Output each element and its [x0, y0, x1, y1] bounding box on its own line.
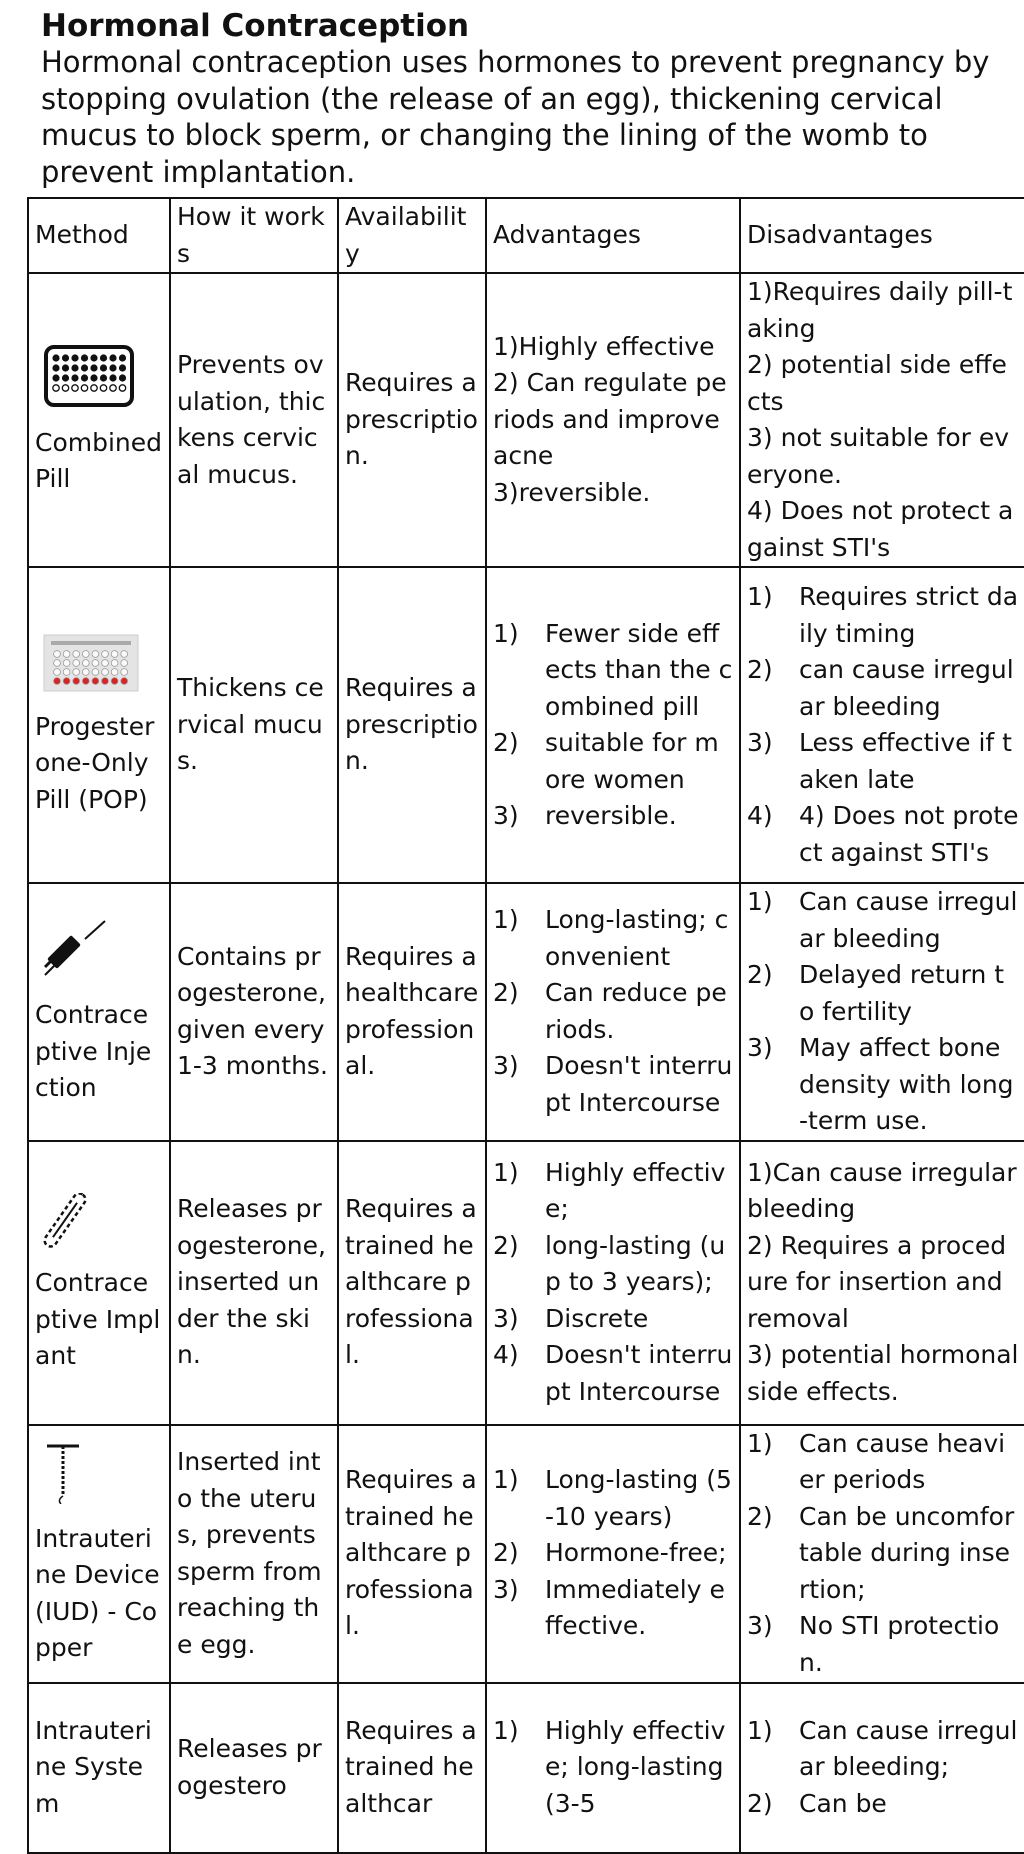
method-cell [28, 1141, 170, 1425]
list-text: No STI protection. [799, 1611, 1000, 1677]
advantages-cell [486, 883, 740, 1141]
list-number: 1) [493, 1157, 519, 1187]
list-item [747, 725, 1019, 798]
list-item [747, 884, 1019, 957]
list-text: Can reduce periods. [545, 978, 727, 1044]
list-number: 2) [493, 1538, 519, 1568]
header-advantages: Advantages [486, 198, 740, 273]
list-number: 1) [747, 887, 773, 916]
disadvantages-cell [740, 883, 1024, 1141]
pill-pack-icon [43, 344, 163, 419]
list-item [493, 1572, 733, 1645]
list-item [747, 1786, 1019, 1823]
list-item [747, 957, 1019, 1030]
list-text: Less effective if taken late [799, 728, 1012, 794]
numbered-list [493, 902, 733, 1121]
list-number: 4) [493, 1340, 519, 1370]
list-text: long-lasting (up to 3 years); [545, 1230, 726, 1297]
list-text: Hormone-free; [545, 1538, 727, 1568]
list-line: 4) Does not protect against STI's [747, 496, 1014, 562]
table-row [28, 883, 1024, 1141]
list-number: 3) [747, 728, 773, 757]
list-item [747, 1030, 1019, 1140]
method-name: Combined Pill [35, 427, 163, 494]
list-item [493, 616, 733, 726]
how-it-works-cell: Releases progesterone, inserted under the skin. [170, 1141, 338, 1425]
list-number: 1) [747, 1715, 773, 1745]
intro-paragraph: Hormonal contraception uses hormones to prevent pregnancy by stopping ovulation (the release of an egg), thickening cervical mucus to block sperm, or changing the lining of the womb to prevent implantation. [41, 45, 990, 189]
method-name: Contraceptive Implant [35, 1268, 161, 1370]
table-row [28, 273, 1024, 567]
list-item [747, 652, 1019, 725]
header-method: Method [28, 198, 170, 273]
how-it-works-cell: Prevents ovulation, thickens cervical mucus. [170, 273, 338, 567]
table-row [28, 1141, 1024, 1425]
list-line: 3) potential hormonal side effects. [747, 1340, 1019, 1406]
list-text: May affect bone density with long-term use. [799, 1033, 1014, 1135]
list-number: 1) [747, 1428, 773, 1458]
method-cell [28, 567, 170, 883]
list-item [493, 725, 733, 798]
list-number: 1) [493, 1715, 519, 1745]
list-text: Long-lasting; convenient [545, 905, 729, 971]
availability-cell: Requires a trained healthcare professional. [338, 1425, 486, 1683]
availability-cell: Requires a healthcare professional. [338, 883, 486, 1141]
list-line: 1)Requires daily pill-taking [747, 277, 1013, 343]
list-text: Fewer side effects than the combined pill [545, 618, 733, 721]
list-number: 2) [493, 1230, 519, 1260]
how-it-works-cell: Contains progesterone, given every 1-3 months. [170, 883, 338, 1141]
availability-cell: Requires a prescription. [338, 273, 486, 567]
list-number: 2) [747, 1788, 773, 1818]
list-item [493, 1301, 733, 1338]
list-number: 3) [493, 1051, 519, 1081]
numbered-list [493, 1713, 733, 1823]
list-number: 1) [493, 1465, 519, 1495]
contraception-table [27, 197, 1024, 1854]
implant-rod-icon [43, 1193, 163, 1260]
list-line: 1)Highly effective [493, 331, 715, 361]
list-number: 3) [493, 1574, 519, 1604]
list-item [493, 1228, 733, 1301]
list-text: Can cause irregular bleeding; [799, 1715, 1018, 1782]
list-item [493, 798, 733, 835]
numbered-list [493, 1155, 733, 1411]
list-text: reversible. [545, 801, 677, 830]
list-line: 3) not suitable for everyone. [747, 423, 1010, 489]
how-it-works-cell: Releases progestero [170, 1683, 338, 1853]
page-title: Hormonal Contraception [41, 8, 470, 44]
method-name: Intrauterine System [35, 1715, 152, 1818]
list-item [493, 902, 733, 975]
list-line: 2) potential side effects [747, 350, 1007, 416]
header-how-it-works: How it works [170, 198, 338, 273]
pill-blister-icon [43, 634, 163, 703]
table-row [28, 1683, 1024, 1853]
list-item [493, 1535, 733, 1572]
list-text: Can be uncomfortable during insertion; [799, 1501, 1015, 1604]
table-header-row [28, 198, 1024, 273]
list-number: 3) [747, 1033, 773, 1062]
method-cell [28, 1425, 170, 1683]
method-cell [28, 883, 170, 1141]
method-cell [28, 273, 170, 567]
list-item [493, 1462, 733, 1535]
list-item [747, 579, 1019, 652]
list-text: Highly effective; long-lasting (3-5 [545, 1715, 726, 1818]
list-number: 3) [747, 1611, 773, 1641]
how-it-works-cell: Inserted into the uterus, prevents sperm from reaching the egg. [170, 1425, 338, 1683]
list-number: 2) [493, 978, 519, 1008]
list-item [493, 975, 733, 1048]
advantages-cell [486, 1683, 740, 1853]
syringe-icon [43, 919, 163, 992]
list-number: 3) [493, 801, 519, 830]
how-it-works-cell: Thickens cervical mucus. [170, 567, 338, 883]
method-cell [28, 1683, 170, 1853]
disadvantages-cell [740, 567, 1024, 883]
list-item [747, 798, 1019, 871]
list-item [493, 1713, 733, 1823]
numbered-list [747, 1426, 1019, 1682]
availability-cell: Requires a trained healthcare professional. [338, 1141, 486, 1425]
list-text: 4) Does not protect against STI's [799, 801, 1019, 867]
header-disadvantages: Disadvantages [740, 198, 1024, 273]
list-number: 2) [493, 728, 519, 757]
availability-cell: Requires a trained healthcar [338, 1683, 486, 1853]
list-number: 1) [493, 618, 519, 648]
list-line: 2) Requires a procedure for insertion and removal [747, 1230, 1007, 1333]
numbered-list [493, 1462, 733, 1645]
list-text: can cause irregular bleeding [799, 655, 1014, 721]
numbered-list [747, 884, 1019, 1140]
list-item [493, 1337, 733, 1410]
list-text: Highly effective; [545, 1157, 726, 1224]
numbered-list [747, 579, 1019, 871]
list-text: Can cause heavier periods [799, 1428, 1006, 1495]
list-number: 3) [493, 1303, 519, 1333]
list-item [493, 1155, 733, 1228]
list-item [747, 1713, 1019, 1786]
list-number: 2) [747, 655, 773, 684]
list-text: suitable for more women [545, 728, 719, 794]
list-line: 1)Can cause irregular bleeding [747, 1157, 1017, 1224]
list-item [747, 1499, 1019, 1609]
disadvantages-cell [740, 1425, 1024, 1683]
list-item [493, 1048, 733, 1121]
numbered-list [747, 1713, 1019, 1823]
list-text: Immediately effective. [545, 1574, 725, 1641]
advantages-cell [486, 1141, 740, 1425]
list-line: 3)reversible. [493, 477, 651, 507]
list-text: Can be [799, 1788, 887, 1818]
list-number: 1) [493, 905, 519, 935]
list-line: 2) Can regulate periods and improve acne [493, 368, 727, 471]
iud-icon [43, 1442, 163, 1515]
list-number: 2) [747, 960, 773, 989]
list-number: 1) [747, 582, 773, 611]
table-row [28, 1425, 1024, 1683]
table-row [28, 567, 1024, 883]
method-name: Intrauterine Device (IUD) - Copper [35, 1523, 160, 1663]
list-text: Discrete [545, 1303, 649, 1333]
disadvantages-cell [740, 1141, 1024, 1425]
list-text: Requires strict daily timing [799, 582, 1019, 648]
method-name: Contraceptive Injection [35, 1000, 152, 1103]
advantages-cell [486, 273, 740, 567]
list-number: 4) [747, 801, 773, 830]
disadvantages-cell [740, 273, 1024, 567]
list-item [747, 1426, 1019, 1499]
list-item [747, 1608, 1019, 1681]
method-name: Progesterone-Only Pill (POP) [35, 711, 155, 814]
list-text: Long-lasting (5-10 years) [545, 1465, 732, 1531]
header-availability: Availability [338, 198, 486, 273]
availability-cell: Requires a prescription. [338, 567, 486, 883]
numbered-list [493, 616, 733, 835]
list-text: Doesn't interrupt Intercourse [545, 1340, 733, 1406]
list-text: Doesn't interrupt Intercourse [545, 1051, 733, 1117]
advantages-cell [486, 567, 740, 883]
advantages-cell [486, 1425, 740, 1683]
list-text: Can cause irregular bleeding [799, 887, 1018, 953]
list-number: 2) [747, 1501, 773, 1531]
list-text: Delayed return to fertility [799, 960, 1005, 1026]
disadvantages-cell [740, 1683, 1024, 1853]
